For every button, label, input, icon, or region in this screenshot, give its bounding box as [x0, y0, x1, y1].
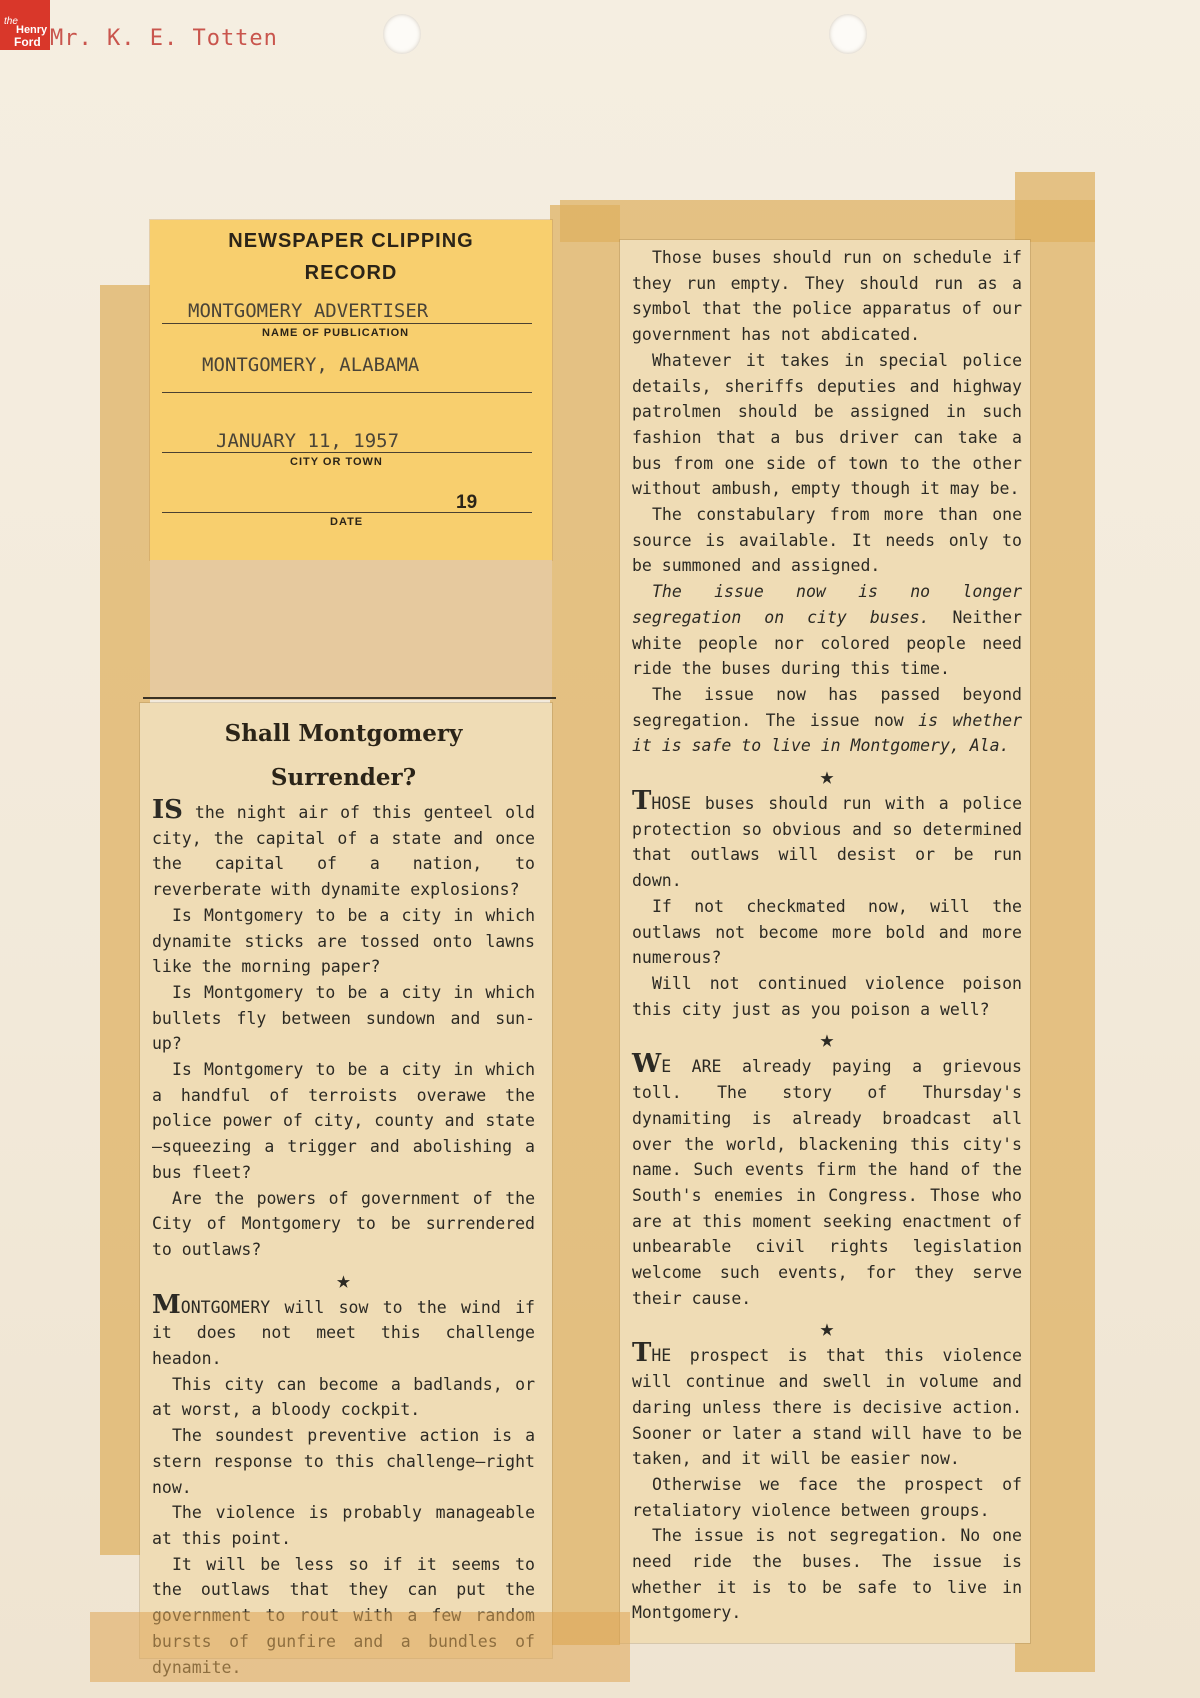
star-separator-icon: ★ — [819, 1025, 835, 1054]
article-paragraph — [632, 348, 1022, 502]
drop-cap: M — [152, 1289, 181, 1320]
date-typed: JANUARY 11, 1957 — [216, 430, 400, 452]
rule — [162, 452, 532, 453]
paragraph-text: Neither white people nor colored people need ride the buses during this time. — [632, 607, 1022, 679]
italic-text: The issue now is no longer segregation on city buses. — [632, 582, 1022, 627]
paragraph-text: Whatever it takes in special police details, sheriffs deputies and highway patrolmen should be assigned in such fashion that a bus driver can take a bus from one side of town to the other without ambush, empty though it may be. — [632, 350, 1022, 499]
star-separator-icon: ★ — [819, 1314, 835, 1343]
star-separator-icon: ★ — [336, 1265, 351, 1294]
card-title-line1: NEWSPAPER CLIPPING — [228, 230, 474, 252]
date-caption: DATE — [330, 516, 364, 528]
paragraph-text: The soundest preventive action is a stern response to this challenge—right now. — [152, 1426, 535, 1497]
article-paragraph — [632, 682, 1022, 759]
left-article-column — [152, 712, 535, 1680]
article-paragraph — [632, 245, 1022, 348]
drop-cap: T — [632, 1338, 652, 1369]
clipping-record-card — [150, 220, 552, 560]
tape-strip — [560, 200, 1095, 242]
card-lower-panel — [150, 560, 552, 700]
article-paragraph — [632, 1472, 1022, 1523]
star-separator-icon: ★ — [819, 762, 835, 791]
headline-line1: Shall Montgomery — [224, 720, 463, 747]
city-typed: MONTGOMERY, ALABAMA — [202, 354, 420, 376]
rule — [162, 512, 532, 513]
drop-cap: T — [632, 786, 652, 817]
headline-line2: Surrender? — [270, 764, 417, 791]
punch-hole — [829, 14, 867, 54]
paragraph-text: Is Montgomery to be a city in which bullets fly between sundown and sun-up? — [152, 982, 535, 1054]
article-paragraph — [632, 1523, 1022, 1626]
paragraph-text: The issue now has passed beyond segregation. The issue now — [632, 684, 1022, 730]
paragraph-text: Is Montgomery to be a city in which a handful of terroists overawe the police power of city, county and state—squeezing a trigger and abolishing a bus fleet? — [152, 1060, 535, 1182]
paragraph-text: The constabulary from more than one source is available. It needs only to be summoned and assigned. — [632, 505, 1022, 576]
article-paragraph — [152, 1186, 535, 1263]
article-paragraph — [152, 1372, 535, 1423]
article-paragraph — [632, 502, 1022, 579]
article-paragraph — [152, 903, 535, 980]
article-paragraph — [632, 1049, 1022, 1311]
article-paragraph — [152, 1057, 535, 1186]
italic-text: is whether it is safe to live in Montgomery, Ala. — [632, 710, 1022, 756]
article-paragraph — [152, 980, 535, 1057]
right-article-column — [632, 245, 1022, 1626]
paragraph-text: the night air of this genteel old city, the capital of a state and once the capital of a nation, to reverberate with dynamite explosions? — [152, 803, 535, 900]
paragraph-text: Are the powers of government of the City of Montgomery to be surrendered to outlaws? — [152, 1188, 535, 1259]
paragraph-text: If not checkmated now, will the outlaws not become more bold and more numerous? — [632, 896, 1022, 968]
drop-cap: W — [632, 1049, 662, 1080]
paragraph-text: E ARE already paying a grievous toll. The story of Thursday's dynamiting is already broadcast all over the world, blackening this city's name. Such events firm the hand of the South's enemies in Congress. Those who are at this moment seeking enactment of unbearable civil rights legislation welcome such events, for they serve their cause. — [632, 1057, 1022, 1308]
paragraph-text: Will not continued violence poison this city just as you poison a well? — [632, 973, 1022, 1019]
drop-cap: IS — [152, 795, 183, 825]
year-prefix: 19 — [456, 492, 478, 513]
paragraph-text: It will be less so if it seems to the outlaws that they can put the — [152, 1554, 535, 1600]
paragraph-text: This city can become a badlands, or at worst, a bloody cockpit. — [152, 1374, 535, 1420]
logo-text-henry: Henry — [16, 24, 48, 36]
paragraph-text: The issue is not segregation. No one need ride the buses. The issue is whether it is to be safe to live in Montgomery. — [632, 1526, 1022, 1623]
punch-hole — [383, 14, 421, 54]
paragraph-text: HOSE buses should run with a police protection so obvious and so determined that outlaws will desist or be run down. — [632, 794, 1022, 891]
article-paragraph — [632, 971, 1022, 1022]
tape-strip — [90, 1612, 630, 1682]
logo-text-the: the — [4, 16, 18, 27]
column-rule — [143, 697, 556, 699]
article-paragraph — [632, 894, 1022, 971]
tape-strip — [550, 205, 620, 1645]
publication-caption: NAME OF PUBLICATION — [262, 327, 410, 339]
card-title-line2: RECORD — [304, 262, 398, 284]
publication-name: MONTGOMERY ADVERTISER — [188, 300, 429, 322]
article-paragraph — [152, 1423, 535, 1500]
article-paragraph — [632, 579, 1022, 682]
henry-ford-logo[interactable] — [0, 0, 50, 50]
paragraph-text: HE prospect is that this violence will continue and swell in volume and daring unless there is decisive action. Sooner or later a stand will have to be taken, and it will be easier now. — [632, 1346, 1022, 1469]
paragraph-text: Those buses should run on schedule if they run empty. They should run as a symbol that the police apparatus of our government has not abdicated. — [632, 248, 1022, 345]
article-paragraph — [152, 1500, 535, 1551]
article-paragraph — [152, 795, 535, 903]
article-paragraph — [152, 1289, 535, 1372]
paragraph-text: The violence is probably manageable at this point. — [152, 1503, 535, 1548]
paragraph-text: Otherwise we face the prospect of retaliatory violence between groups. — [632, 1474, 1022, 1520]
article-paragraph — [632, 1338, 1022, 1472]
city-caption: CITY OR TOWN — [290, 456, 383, 468]
owner-name: Mr. K. E. Totten — [50, 26, 278, 51]
logo-text-ford: Ford — [14, 35, 41, 49]
paragraph-text: Is Montgomery to be a city in which dynamite sticks are tossed onto lawns like the morning paper? — [152, 905, 535, 977]
paragraph-text: ONTGOMERY will sow to the wind if it does not meet this challenge headon. — [152, 1297, 535, 1369]
rule — [162, 392, 532, 393]
article-paragraph — [632, 786, 1022, 894]
rule — [162, 323, 532, 324]
